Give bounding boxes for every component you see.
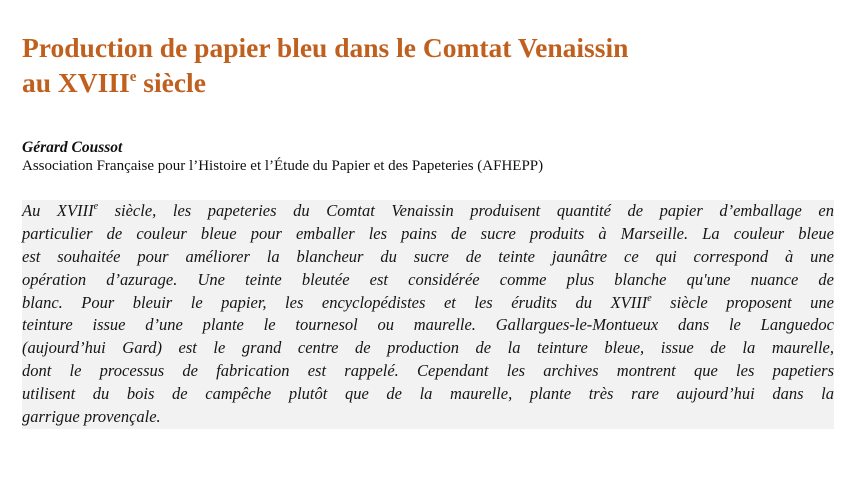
abstract-line-3: est souhaitée pour améliorer la blancheur du sucre de teinte jaunâtre ce qui correspond à une — [22, 246, 834, 266]
abstract-line-5-superscript: e — [647, 292, 652, 304]
abstract-line-10: garrigue provençale. — [22, 407, 161, 427]
abstract-line-5 — [22, 292, 834, 315]
title-line-2-prefix: au XVIII — [22, 67, 130, 98]
abstract-line-5-end: siècle proposent une — [651, 292, 834, 312]
author-block — [22, 138, 822, 176]
abstract-line-1-end: siècle, les papeteries du Comtat Venaissin produisent quantité de papier d’emballage en — [98, 201, 834, 220]
title-line-1: Production de papier bleu dans le Comtat Venaissin — [22, 32, 629, 63]
title-line-2-suffix: siècle — [136, 67, 206, 98]
title-superscript: e — [129, 69, 137, 85]
abstract-line-1-superscript: e — [93, 201, 99, 212]
abstract-line-7: (aujourd’hui Gard) est le grand centre de production de la teinture bleue, issue de la maurelle, — [22, 338, 834, 358]
abstract-line-5-start: blanc. Pour bleuir le papier, les encyclopédistes et les érudits du XVIII — [22, 292, 648, 312]
abstract-line-8: dont le processus de fabrication est rappelé. Cependant les archives montrent que les papetiers — [22, 361, 834, 381]
author-affiliation: Association Française pour l’Histoire et l’Étude du Papier et des Papeteries (AFHEPP) — [22, 158, 544, 174]
abstract-line-4: opération d’azurage. Une teinte bleutée est considérée comme plus blanche qu'une nuance de — [22, 269, 834, 289]
document-title — [22, 30, 822, 100]
abstract-line-1 — [22, 200, 834, 223]
abstract-line-1-start: Au XVIII — [22, 201, 94, 220]
abstract-paragraph — [22, 200, 834, 429]
abstract-line-9: utilisent du bois de campêche plutôt que de la maurelle, plante très rare aujourd’hui dans la — [22, 384, 834, 404]
author-name: Gérard Coussot — [22, 139, 123, 156]
abstract-line-2: particulier de couleur bleue pour emballer les pains de sucre produits à Marseille. La couleur bleue — [22, 223, 834, 243]
abstract-line-6: teinture issue d’une plante le tournesol ou maurelle. Gallargues-le-Montueux dans le Languedoc — [22, 315, 834, 335]
